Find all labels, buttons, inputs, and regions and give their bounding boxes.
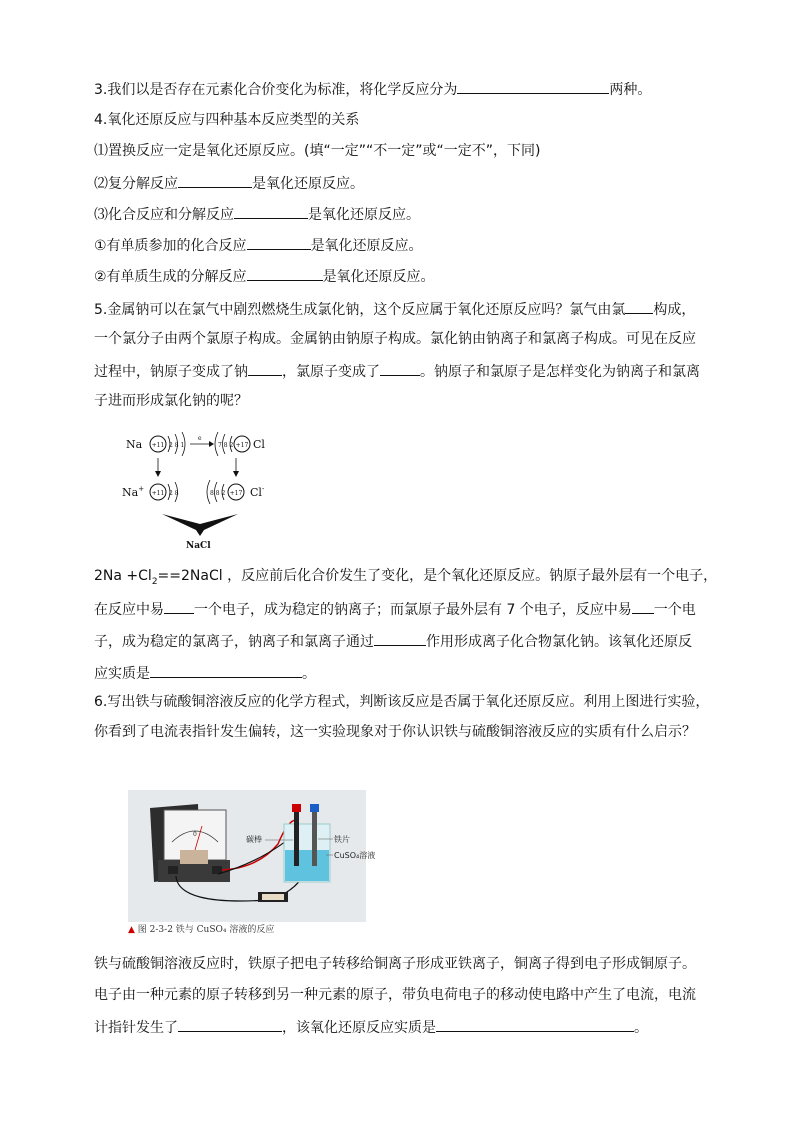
q6-line-3: 铁与硫酸铜溶液反应时，铁原子把电子转移给铜离子形成亚铁离子，铜离子得到电子形成铜原子。 [94,956,696,972]
cuso4-solution [285,850,329,881]
answer-blank[interactable] [150,662,302,678]
experiment-figure [128,790,376,940]
answer-blank[interactable] [178,1016,282,1032]
iron-sheet [312,810,317,866]
red-clip [292,804,301,812]
cl-core: +17 [235,442,249,449]
blue-clip [310,804,319,812]
carbon-rod-label: 碳棒 [246,835,262,844]
figure-caption: ▲ 图 2-3-2 铁与 CuSO₄ 溶液的反应 [128,925,275,935]
answer-blank[interactable] [247,265,323,281]
iron-sheet-label: 铁片 [334,835,350,844]
q5-line-2: 一个氯分子由两个氯原子构成。金属钠由钠原子构成。氯化钠由钠离子和氯离子构成。可见在反应 [94,331,696,347]
q3-line: 3.我们以是否存在元素化合价变化为标准，将化学反应分为 两种。 [94,78,651,100]
ammeter-knob [180,850,208,864]
q6-line-5: 计指针发生了 ，该氧化还原反应实质是 。 [94,1016,648,1038]
answer-blank[interactable] [234,203,308,219]
answer-blank[interactable] [457,78,609,94]
q4-3a-line: ①有单质参加的化合反应 是氧化还原反应。 [94,234,423,256]
answer-blank[interactable] [178,172,252,188]
q5-line-6: 在反应中易 一个电子，成为稳定的钠离子；而氯原子最外层有 7 个电子，反应中易 一个电 [94,598,696,620]
cl-down-arrowhead [233,471,239,477]
q5-line-1: 5.金属钠可以在氯气中剧烈燃烧生成氯化钠，这个反应属于氧化还原反应吗？氯气由氯 构成， [94,298,695,320]
q5-line-5: $2Na +Cl_2==2NaCl$ ，反应前后化合价发生了变化，是个氧化还原反应。钠原子最外层有一个电子， [94,568,718,587]
ammeter-digit: 0 [193,831,197,838]
answer-blank[interactable] [632,598,654,614]
na-shell-numbers: 2 8 1 [169,442,185,449]
na-ion-label: Na+ [122,485,145,499]
experiment-photo [128,790,376,922]
q5-line-7: 子，成为稳定的氯离子，钠离子和氯离子通过 作用形成离子化合物氯化钠。该氧化还原反 [94,630,692,652]
answer-blank[interactable] [248,360,282,376]
answer-blank[interactable] [164,598,194,614]
cl-ion-shell-numbers: 8 8 2 [210,490,226,497]
q5-line-4: 子进而形成氯化钠的呢？ [94,393,248,409]
q6-line-4: 电子由一种元素的原子转移到另一种元素的原子，带负电荷电子的移动使电路中产生了电流，电流 [94,987,696,1003]
answer-blank[interactable] [374,630,426,646]
answer-blank[interactable] [380,360,420,376]
nacl-label: NaCl [186,541,211,551]
na-down-arrowhead [155,471,161,477]
combine-arrow [162,514,238,536]
terminal-left [168,866,178,874]
q4-1-line: ⑴置换反应一定是氧化还原反应。(填“一定”“不一定”或“一定不”，下同) [94,143,541,159]
q4-heading: 4.氧化还原反应与四种基本反应类型的关系 [94,112,360,128]
q4-3b-line: ②有单质生成的分解反应 是氧化还原反应。 [94,265,435,287]
cl-ion-label: Cl- [250,485,265,499]
cl-ion-core: +17 [229,490,243,497]
carbon-rod [294,810,299,866]
q6-line-2: 你看到了电流表指针发生偏转，这一实验现象对于你认识铁与硫酸铜溶液反应的实质有什么启示？ [94,724,696,740]
electron-label: e [198,435,202,442]
transfer-arrowhead [209,441,214,447]
cl-label: Cl [253,438,265,451]
q4-2-line: ⑵复分解反应 是氧化还原反应。 [94,172,364,194]
answer-blank[interactable] [625,298,653,314]
q4-3-line: ⑶化合反应和分解反应 是氧化还原反应。 [94,203,420,225]
caption-triangle-icon: ▲ [128,925,135,935]
electron-transfer-diagram [120,430,280,550]
answer-blank[interactable] [247,234,311,250]
q5-line-8: 应实质是 。 [94,662,316,684]
switch-label [262,894,284,900]
q5-line-3: 过程中，钠原子变成了钠 ，氯原子变成了 。钠原子和氯原子是怎样变化为钠离子和氯离 [94,360,700,382]
na-ion-shell-numbers: 2 8 [169,490,179,497]
answer-blank[interactable] [436,1016,634,1032]
solution-label: CuSO₄溶液 [334,851,376,860]
q6-line-1: 6.写出铁与硫酸铜溶液反应的化学方程式，判断该反应是否属于氧化还原反应。利用上图进行实验， [94,694,710,710]
na-ion-core: +11 [151,490,165,497]
na-core: +11 [151,442,165,449]
cl-shell-numbers: 7 8 2 [218,442,234,449]
na-label: Na [126,438,143,451]
